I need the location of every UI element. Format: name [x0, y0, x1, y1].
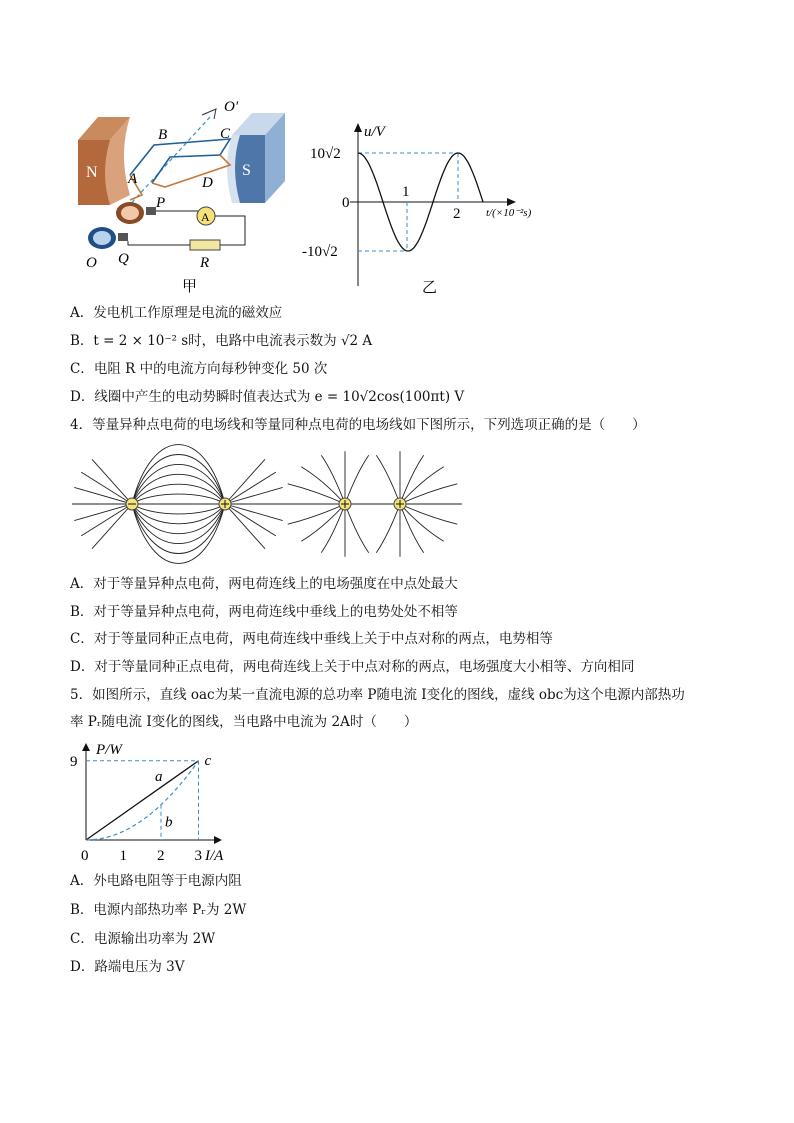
label-O: O	[86, 255, 97, 271]
u-tick-top: 10√2	[310, 146, 341, 162]
voltage-graph	[300, 120, 560, 300]
q5-option-d: D．路端电压为 3V	[70, 959, 185, 975]
total-power-line	[86, 761, 199, 840]
field-lines-svg	[70, 440, 470, 568]
point-label-a: a	[155, 769, 163, 786]
field-line	[400, 504, 424, 553]
field-line	[132, 504, 225, 554]
field-line	[321, 504, 345, 553]
q4-option-a: A．对于等量异种点电荷，两电荷连线上的电场强度在中点处最大	[70, 576, 458, 592]
field-line	[400, 484, 457, 504]
caption-yi: 乙	[422, 280, 438, 296]
voltage-graph-svg	[300, 120, 560, 300]
field-line	[288, 484, 345, 504]
q5-stem-line1: 5．如图所示，直线 oac为某一直流电源的总功率 P随电流 I变化的图线，虚线 obc为这个电源内部热功	[70, 687, 685, 703]
field-line	[376, 455, 400, 504]
caption-jia: 甲	[182, 279, 198, 295]
field-line	[345, 504, 369, 553]
field-line	[81, 472, 132, 504]
label-A: A	[128, 171, 138, 187]
field-line	[132, 474, 225, 504]
field-line	[225, 504, 265, 549]
x-tick-3: 3	[194, 848, 202, 864]
field-line	[92, 459, 132, 504]
q4-option-d: D．对于等量同种正点电荷，两电荷连线上关于中点对称的两点，电场强度大小相等、方向相同	[70, 659, 635, 675]
q4-option-b: B．对于等量异种点电荷，两电荷连线中垂线上的电势处处不相等	[70, 604, 458, 620]
field-line	[225, 459, 265, 504]
field-line	[288, 504, 345, 524]
field-line	[132, 504, 225, 514]
t-axis-label: t/(×10⁻²s)	[486, 207, 532, 219]
label-C: C	[220, 126, 231, 142]
x-tick-1: 1	[119, 848, 127, 864]
u-tick-zero: 0	[342, 195, 350, 211]
field-line	[225, 504, 276, 536]
field-line	[301, 504, 345, 541]
q5-option-a: A．外电路电阻等于电源内阻	[70, 873, 242, 889]
x-axis-label: I/A	[205, 848, 224, 864]
label-ammeter: A	[201, 210, 210, 224]
field-lines-figure	[70, 440, 470, 568]
label-Q: Q	[118, 251, 129, 267]
field-line	[74, 487, 132, 504]
t-tick-2: 2	[453, 206, 461, 222]
point-label-b: b	[165, 814, 173, 831]
u-axis-label: u/V	[364, 124, 385, 140]
field-line	[74, 504, 132, 521]
like-charges-field-lines	[283, 451, 462, 556]
power-chart	[70, 740, 250, 868]
y-axis-label: P/W	[96, 742, 122, 758]
q3-option-b: B．t = 2 × 10⁻² s时，电路中电流表示数为 √2 A	[70, 333, 373, 349]
q5-option-c: C．电源输出功率为 2W	[70, 931, 216, 947]
field-line	[400, 467, 444, 504]
label-N: N	[86, 164, 98, 181]
q5-option-b: B．电源内部热功率 Pᵣ为 2W	[70, 902, 247, 918]
q4-option-c: C．对于等量同种正点电荷，两电荷连线中垂线上关于中点对称的两点，电势相等	[70, 631, 553, 647]
label-P: P	[156, 195, 166, 211]
power-chart-svg	[70, 740, 250, 868]
generator-figure	[70, 95, 300, 300]
label-S: S	[242, 162, 251, 179]
q4-stem: 4．等量异种点电荷的电场线和等量同种点电荷的电场线如下图所示，下列选项正确的是（ ）	[70, 417, 646, 433]
field-line	[225, 472, 276, 504]
label-R: R	[200, 255, 210, 271]
field-line	[132, 504, 225, 534]
label-B: B	[158, 127, 168, 143]
field-line	[132, 494, 225, 504]
field-line	[376, 504, 400, 553]
field-line	[92, 504, 132, 549]
label-D: D	[202, 175, 213, 191]
q5-stem-line2: 率 Pᵣ随电流 I变化的图线，当电路中电流为 2A时（ ）	[70, 714, 418, 730]
x-tick-0: 0	[81, 848, 89, 864]
field-line	[400, 504, 444, 541]
field-line	[400, 504, 457, 524]
q3-option-a: A．发电机工作原理是电流的磁效应	[70, 305, 283, 321]
y-tick-9: 9	[70, 753, 78, 770]
field-line	[321, 455, 345, 504]
t-tick-1: 1	[402, 184, 410, 200]
field-line	[225, 487, 283, 504]
field-line	[400, 455, 424, 504]
generator-diagram	[70, 95, 300, 300]
field-line	[225, 504, 283, 521]
field-line	[132, 455, 225, 505]
field-line	[301, 467, 345, 504]
q3-option-d: D．线圈中产生的电动势瞬时值表达式为 e = 10√2cos(100πt) V	[70, 389, 465, 405]
point-label-c: c	[204, 752, 212, 769]
field-line	[81, 504, 132, 536]
field-line	[345, 455, 369, 504]
opposite-charges-field-lines	[72, 445, 285, 564]
u-tick-bottom: -10√2	[302, 244, 338, 260]
q3-option-c: C．电阻 R 中的电流方向每秒钟变化 50 次	[70, 361, 328, 377]
label-Oprime: O′	[224, 99, 239, 115]
x-tick-2: 2	[157, 848, 165, 864]
